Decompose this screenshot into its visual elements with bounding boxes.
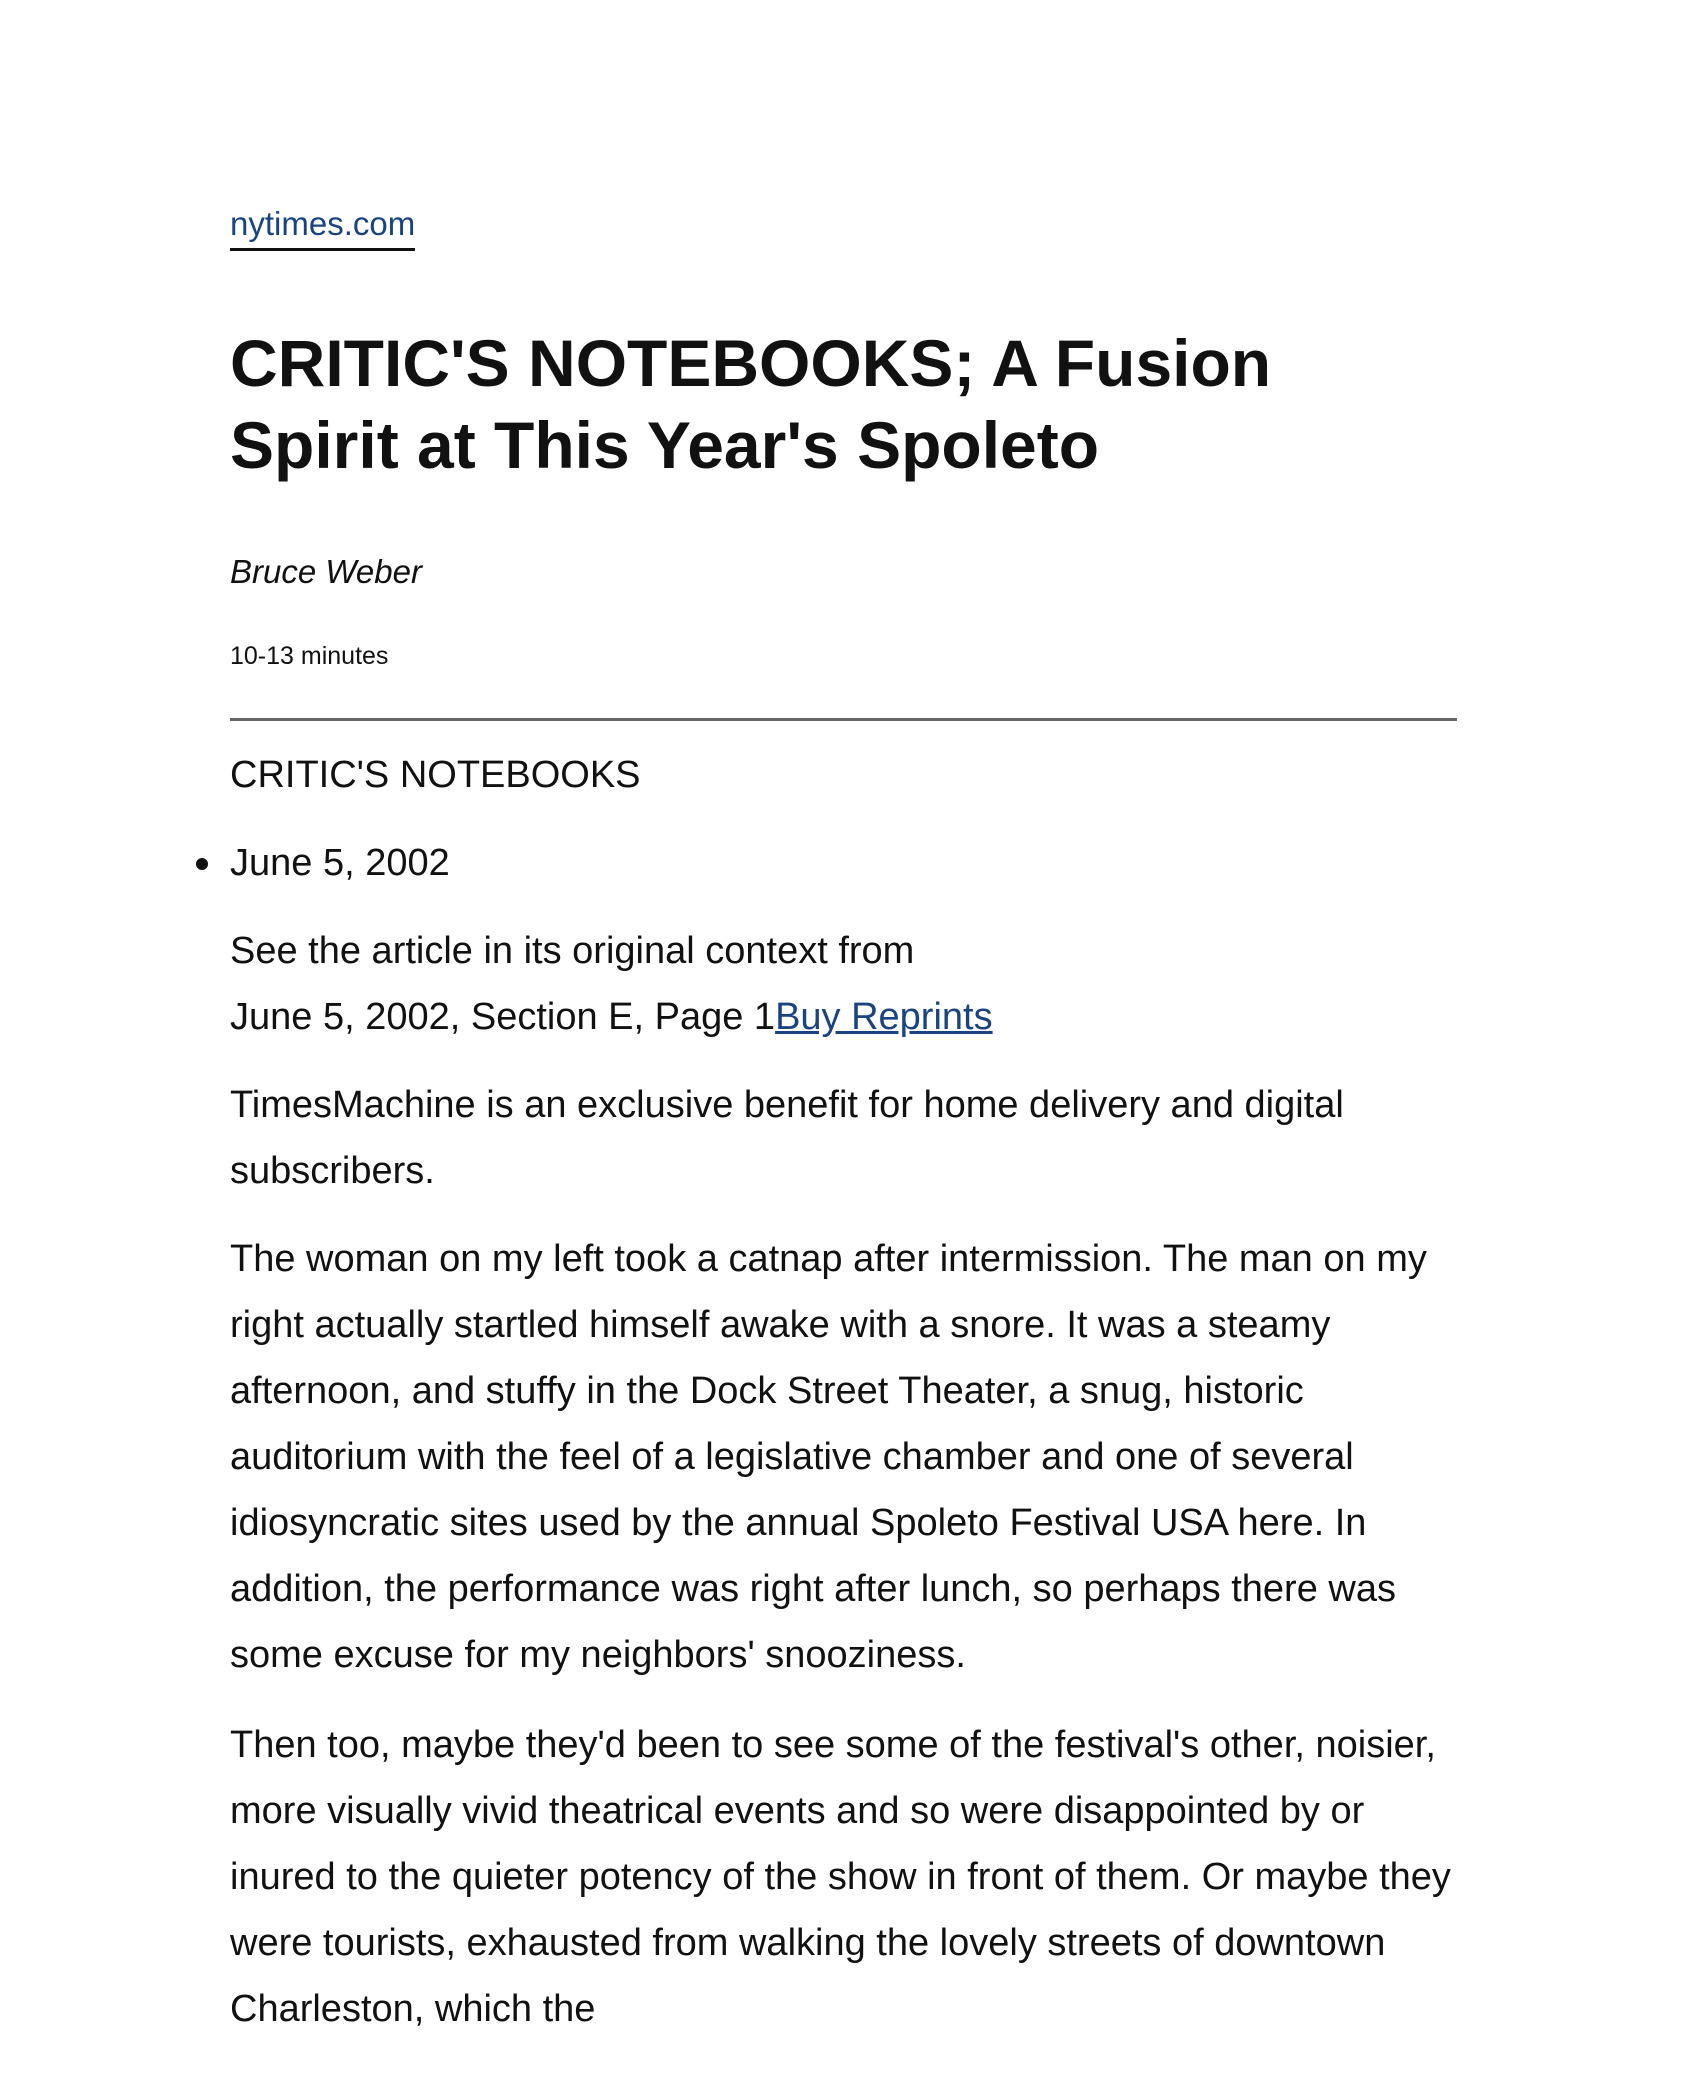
- section-kicker: CRITIC'S NOTEBOOKS: [230, 754, 641, 796]
- print-location-text: June 5, 2002, Section E, Page 1: [230, 996, 776, 1038]
- article-paragraph: Then too, maybe they'd been to see some of the festival's other, noisier, more visually vivid theatrical events and so were disappointed by or inured to the quieter potency of the show in front of them. Or maybe they were tourists, exhausted from walking the lovely streets of downtown Charleston, which the: [230, 1724, 1451, 2030]
- header-divider: [230, 718, 1457, 721]
- original-context: [230, 918, 1460, 1050]
- source-link[interactable]: nytimes.com: [230, 204, 415, 251]
- buy-reprints-link[interactable]: Buy Reprints: [775, 996, 993, 1038]
- article-date: June 5, 2002: [230, 842, 450, 884]
- timesmachine-note: TimesMachine is an exclusive benefit for home delivery and digital subscribers.: [230, 1084, 1344, 1192]
- date-list-item: [230, 830, 450, 896]
- author-byline: Bruce Weber: [230, 553, 422, 590]
- read-time: 10-13 minutes: [230, 642, 389, 670]
- bullet-icon: [196, 858, 208, 870]
- article-paragraph: The woman on my left took a catnap after intermission. The man on my right actually startled himself awake with a snore. It was a steamy afternoon, and stuffy in the Dock Street Theater, a snug, historic auditorium with the feel of a legislative chamber and one of several idiosyncratic sites used by the annual Spoleto Festival USA here. In addition, the performance was right after lunch, so perhaps there was some excuse for my neighbors' snooziness.: [230, 1238, 1427, 1676]
- print-location: [230, 984, 1460, 1050]
- context-line: See the article in its original context from: [230, 930, 915, 972]
- article-title: CRITIC'S NOTEBOOKS; A Fusion Spirit at This Year's Spoleto: [230, 326, 1272, 482]
